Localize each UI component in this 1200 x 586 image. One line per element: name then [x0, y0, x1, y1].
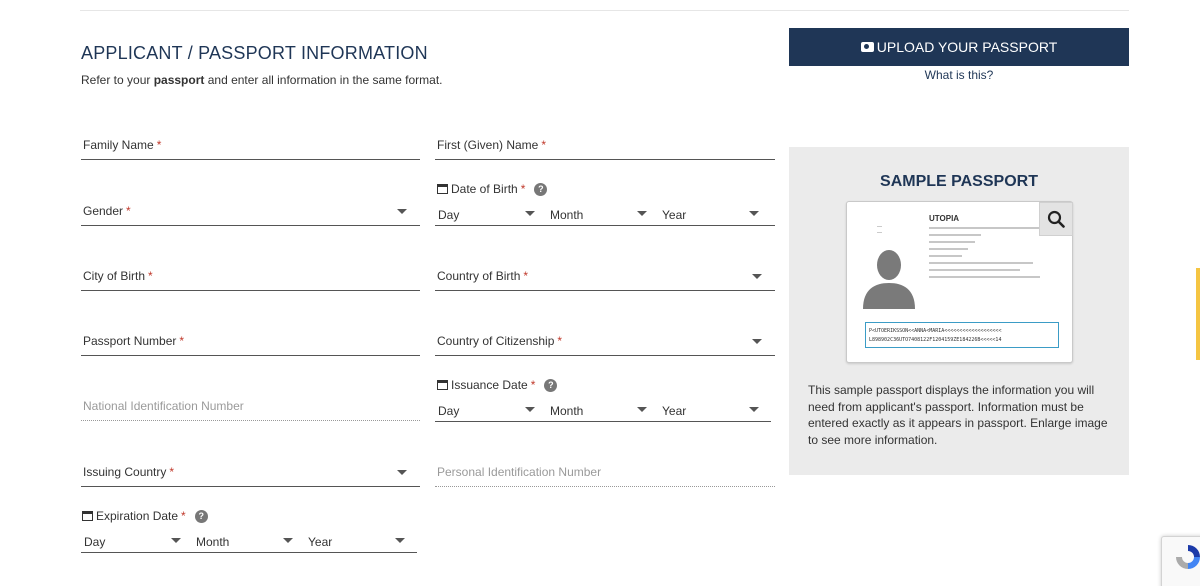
passport-number-field[interactable]: Passport Number *: [81, 330, 420, 356]
issuance-date-selects: [435, 396, 771, 422]
issuance-day-select[interactable]: Day: [435, 396, 543, 421]
passport-mrz: P<UTOERIKSSON<<ANNA<MARIA<<<<<<<<<<<<<<<<<<< L898902C36UTO7408122F1204159ZE184226B<<<<<14: [865, 322, 1059, 348]
first-name-field[interactable]: First (Given) Name *: [435, 134, 775, 160]
required-mark: *: [148, 269, 153, 283]
chevron-down-icon: [283, 538, 293, 543]
help-icon[interactable]: ?: [544, 379, 557, 392]
dob-year-select[interactable]: Year: [659, 200, 767, 225]
dob-day-select[interactable]: Day: [435, 200, 543, 225]
section-subtitle: Refer to your passport and enter all information in the same format.: [81, 73, 443, 87]
issuance-month-select[interactable]: Month: [547, 396, 655, 421]
side-feedback-tab[interactable]: [1196, 268, 1200, 360]
expiration-date-label: Expiration Date * ?: [82, 509, 208, 523]
chevron-down-icon: [525, 211, 535, 216]
dob-month-select[interactable]: Month: [547, 200, 655, 225]
required-mark: *: [169, 465, 175, 479]
date-of-birth-label: Date of Birth * ?: [437, 182, 547, 196]
camera-icon: [861, 42, 874, 52]
issuance-year-select[interactable]: Year: [659, 396, 767, 421]
help-icon[interactable]: ?: [534, 183, 547, 196]
issuing-country-select[interactable]: Issuing Country *: [81, 461, 420, 487]
country-of-birth-select[interactable]: Country of Birth *: [435, 265, 775, 291]
country-of-citizenship-select[interactable]: Country of Citizenship *: [435, 330, 775, 356]
search-icon: [1047, 210, 1065, 228]
chevron-down-icon: [752, 274, 762, 279]
chevron-down-icon: [749, 211, 759, 216]
chevron-down-icon: [637, 407, 647, 412]
date-of-birth-selects: [435, 200, 775, 226]
chevron-down-icon: [397, 209, 407, 214]
city-of-birth-field[interactable]: City of Birth *: [81, 265, 420, 291]
required-mark: *: [541, 138, 547, 152]
chevron-down-icon: [525, 407, 535, 412]
gender-select[interactable]: Gender *: [81, 200, 420, 226]
required-mark: *: [523, 269, 529, 283]
calendar-icon: [437, 380, 448, 390]
top-divider: [80, 10, 1129, 11]
chevron-down-icon: [395, 538, 405, 543]
help-icon[interactable]: ?: [195, 510, 208, 523]
what-is-this-link[interactable]: What is this?: [924, 68, 994, 82]
chevron-down-icon: [637, 211, 647, 216]
required-mark: *: [557, 334, 563, 348]
issuance-date-label: Issuance Date * ?: [437, 378, 557, 392]
recaptcha-icon: [1174, 543, 1200, 571]
chevron-down-icon: [397, 470, 407, 475]
national-id-field[interactable]: National Identification Number: [81, 395, 420, 421]
calendar-icon: [437, 184, 448, 194]
enlarge-image-button[interactable]: [1039, 202, 1073, 236]
person-silhouette-icon: [861, 247, 917, 309]
expiration-year-select[interactable]: Year: [305, 527, 413, 552]
passport-country: UTOPIA: [929, 214, 960, 223]
personal-id-field[interactable]: Personal Identification Number: [435, 461, 775, 487]
chevron-down-icon: [171, 538, 181, 543]
recaptcha-badge[interactable]: [1161, 536, 1200, 586]
sample-passport-panel: [789, 147, 1129, 475]
required-mark: *: [181, 509, 186, 523]
sample-passport-description: This sample passport displays the information you will need from applicant's passport. Information must be entered exactly as it appears in passport. Enlarge image to see more information.: [808, 383, 1108, 447]
upload-passport-button[interactable]: UPLOAD YOUR PASSPORT: [789, 28, 1129, 66]
required-mark: *: [520, 182, 526, 196]
family-name-field[interactable]: Family Name *: [81, 134, 420, 160]
required-mark: *: [530, 378, 536, 392]
expiration-date-selects: [81, 527, 417, 553]
required-mark: *: [156, 138, 162, 152]
chevron-down-icon: [749, 407, 759, 412]
chevron-down-icon: [752, 339, 762, 344]
calendar-icon: [82, 511, 93, 521]
section-title: APPLICANT / PASSPORT INFORMATION: [81, 43, 428, 63]
required-mark: *: [126, 204, 131, 218]
sample-passport-image[interactable]: — — UTOPIA P<UTOERIKSSON<<ANNA<MARIA<<<<<<<<<<<<<<<<<<< L898902C36UTO7408122F1204159ZE184226B<<<<<14: [846, 201, 1073, 363]
required-mark: *: [179, 334, 185, 348]
expiration-day-select[interactable]: Day: [81, 527, 189, 552]
expiration-month-select[interactable]: Month: [193, 527, 301, 552]
sample-passport-title: SAMPLE PASSPORT: [880, 173, 1038, 190]
